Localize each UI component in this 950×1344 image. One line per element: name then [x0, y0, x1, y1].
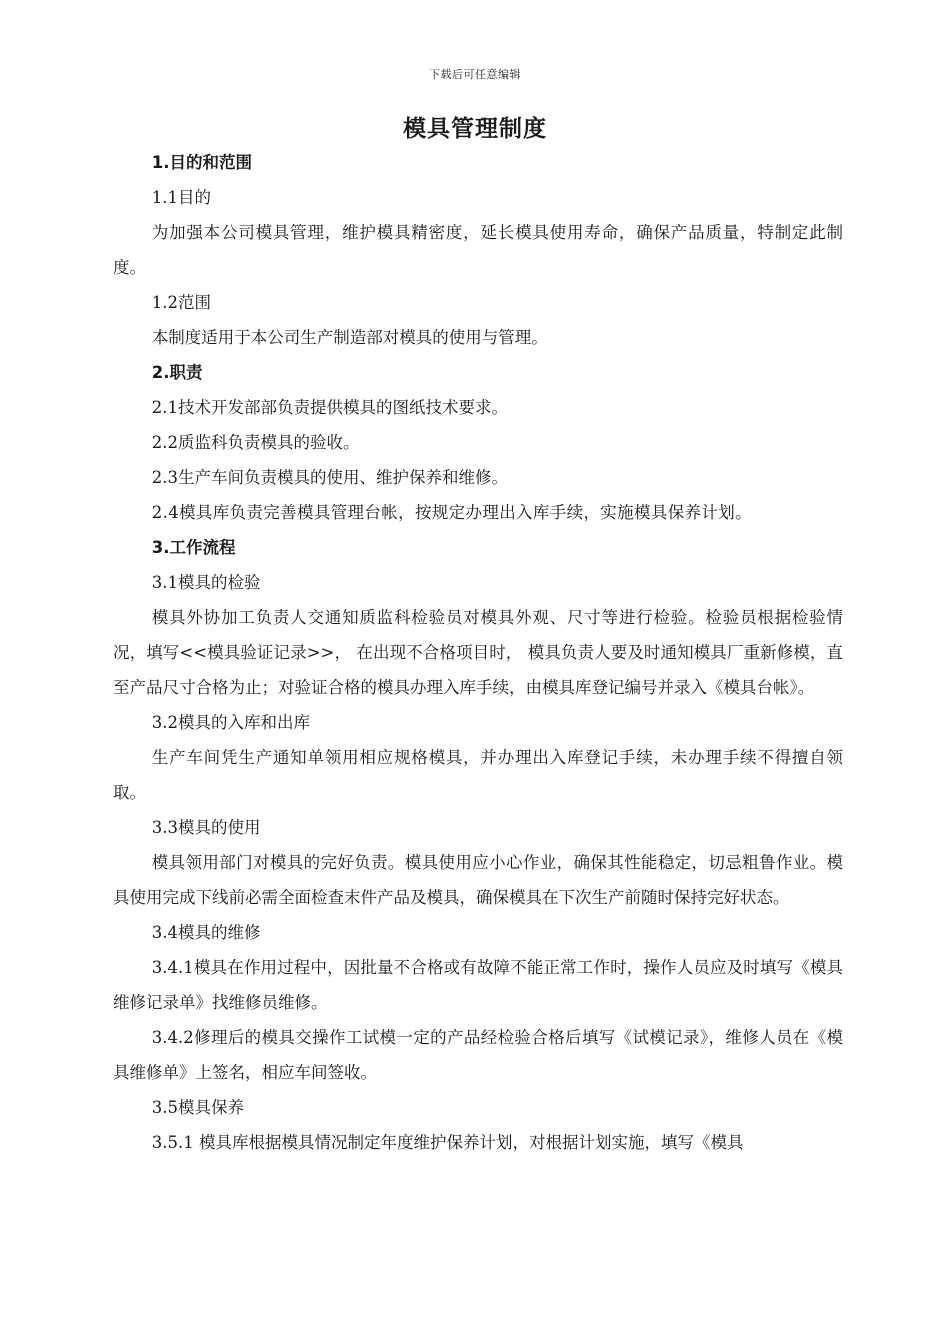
paragraph: 为加强本公司模具管理，维护模具精密度，延长模具使用寿命，确保产品质量，特制定此制度。 — [113, 223, 843, 277]
section-heading: 2.职责 — [151, 363, 203, 382]
list-item: 2.3生产车间负责模具的使用、维护保养和维修。 — [151, 468, 509, 487]
list-item: 2.4模具库负责完善模具管理台帐，按规定办理出入库手续，实施模具保养计划。 — [151, 503, 752, 522]
paragraph: 模具外协加工负责人交通知质监科检验员对模具外观、尺寸等进行检验。检验员根据检验情况，填写<<模具验证记录>>， 在出现不合格项目时， 模具负责人要及时通知模具厂重新修模，直至产品尺寸合格为止；对验证合格的模具办理入库手续，由模具库登记编号并录入《模具台帐》。 — [113, 608, 843, 697]
subsection-heading: 3.5模具保养 — [151, 1098, 245, 1117]
paragraph: 3.4.2修理后的模具交操作工试模一定的产品经检验合格后填写《试模记录》，维修人员在《模具维修单》上签名，相应车间签收。 — [113, 1028, 843, 1082]
paragraph: 模具领用部门对模具的完好负责。模具使用应小心作业，确保其性能稳定，切忌粗鲁作业。模具使用完成下线前必需全面检查末件产品及模具，确保模具在下次生产前随时保持完好状态。 — [113, 853, 843, 907]
subsection-heading: 3.1模具的检验 — [151, 573, 261, 592]
section-heading: 3.工作流程 — [151, 538, 236, 557]
paragraph: 3.5.1 模具库根据模具情况制定年度维护保养计划，对根据计划实施，填写《模具 — [151, 1133, 744, 1152]
list-item: 2.2质监科负责模具的验收。 — [151, 433, 360, 452]
subsection-heading: 1.1目的 — [151, 188, 212, 207]
document-title: 模具管理制度 — [403, 116, 547, 142]
section-heading: 1.目的和范围 — [151, 153, 253, 172]
subsection-heading: 3.2模具的入库和出库 — [151, 713, 311, 732]
paragraph: 3.4.1模具在作用过程中，因批量不合格或有故障不能正常工作时，操作人员应及时填写《模具维修记录单》找维修员维修。 — [113, 958, 843, 1012]
document-body — [113, 145, 843, 1160]
subsection-heading: 1.2范围 — [151, 293, 212, 312]
subsection-heading: 3.4模具的维修 — [151, 923, 261, 942]
list-item: 2.1技术开发部部负责提供模具的图纸技术要求。 — [151, 398, 509, 417]
page-header: 下载后可任意编辑 — [429, 68, 521, 81]
paragraph: 本制度适用于本公司生产制造部对模具的使用与管理。 — [151, 328, 548, 347]
subsection-heading: 3.3模具的使用 — [151, 818, 261, 837]
paragraph: 生产车间凭生产通知单领用相应规格模具，并办理出入库登记手续，未办理手续不得擅自领取。 — [113, 748, 843, 802]
